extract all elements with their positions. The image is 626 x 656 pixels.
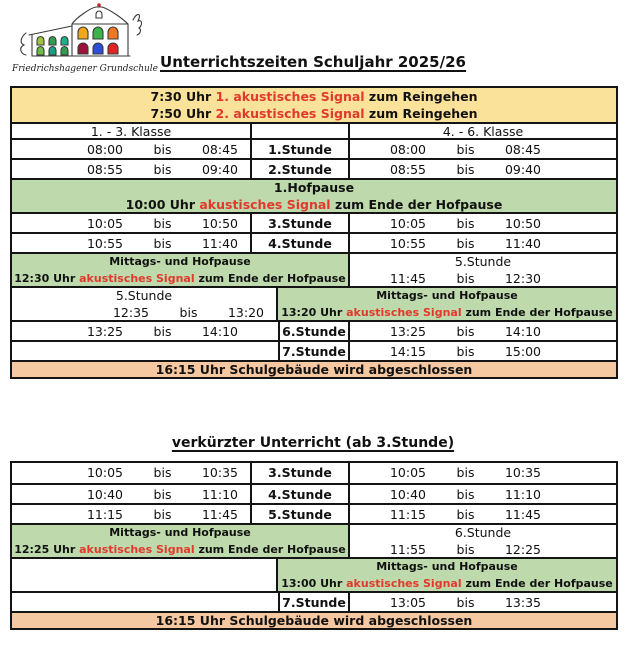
lesson-label: 2.Stunde [250,160,350,178]
pause-signal-line: 12:30 Uhr akustisches Signal zum Ende der Hofpause [14,272,346,285]
time-right: 13:25 bis 14:10 [389,324,542,339]
lesson-label: 5.Stunde [250,505,350,523]
lesson-label: 1.Stunde [250,140,350,158]
lesson-label: 3.Stunde [250,463,350,483]
empty-cell [12,593,278,611]
pause-signal-line: 10:00 Uhr akustisches Signal zum Ende der Hofpause [125,197,503,212]
pause-block-right [278,559,616,591]
time-right: 08:55 bis 09:40 [389,162,542,177]
closing-banner [12,360,616,377]
time-right: 13:05 bis 13:35 [389,595,542,610]
time-left: 08:55 bis 09:40 [86,162,239,177]
lesson-row-1 [12,138,616,158]
time-right: 11:15 bis 11:45 [389,507,542,522]
empty-cell [250,124,350,138]
time-right: 10:05 bis 10:35 [389,465,542,480]
lesson-row-5 [12,503,616,523]
timetable-short [10,461,618,630]
signal-banner [12,88,616,122]
closing-line: 16:15 Uhr Schulgebäude wird abgeschlossen [155,362,473,377]
lesson-row-7 [12,340,616,360]
time-left: 12:35 bis 13:20 [112,305,265,320]
lesson-row-3 [12,212,616,232]
school-building-icon [12,3,158,60]
lesson-row-3 [12,463,616,483]
empty-cell [12,342,278,360]
signal-line-2: 7:50 Uhr 2. akustisches Signal zum Reingehen [150,106,478,121]
lesson-row-6 [12,320,616,340]
lesson-label: 4.Stunde [250,485,350,503]
lesson-label: 3.Stunde [250,214,350,232]
lesson-label: 7.Stunde [278,342,350,360]
lesson-row-4 [12,483,616,503]
class-group-right: 4. - 6. Klasse [442,124,524,139]
split-section-1 [12,523,616,557]
lesson-label: 6.Stunde [278,322,350,340]
empty-cell [12,559,278,591]
lesson-block-right [350,525,616,557]
lesson-block-left [12,288,278,320]
lesson-block-right [350,254,616,286]
class-group-left: 1. - 3. Klasse [90,124,172,139]
time-right: 14:15 bis 15:00 [389,344,542,359]
time-right: 10:55 bis 11:40 [389,236,542,251]
time-right: 11:45 bis 12:30 [389,271,542,286]
pause-title: Mittags- und Hofpause [376,289,518,302]
timetable-regular [10,86,618,379]
lesson-row-4 [12,232,616,252]
pause-block-left [12,525,350,557]
time-left: 10:05 bis 10:50 [86,216,239,231]
lesson-label: 4.Stunde [250,234,350,252]
pause-title: Mittags- und Hofpause [109,526,251,539]
lesson-header: 5.Stunde [115,288,173,303]
time-left: 10:40 bis 11:10 [86,487,239,502]
signal-line-1: 7:30 Uhr 1. akustisches Signal zum Reingehen [150,89,478,104]
pause-signal-line: 13:00 Uhr akustisches Signal zum Ende der Hofpause [281,577,613,590]
closing-banner [12,611,616,628]
time-left: 11:15 bis 11:45 [86,507,239,522]
pause-banner-1 [12,178,616,212]
second-title: verkürzter Unterricht (ab 3.Stunde) [171,435,455,451]
class-header-row [12,122,616,138]
pause-title: Mittags- und Hofpause [376,560,518,573]
split-section-2 [12,286,616,320]
pause-signal-line: 13:20 Uhr akustisches Signal zum Ende der Hofpause [281,306,613,319]
pause-block-right [278,288,616,320]
school-name: Friedrichshagener Grundschule [12,64,158,74]
pause-title: Mittags- und Hofpause [109,255,251,268]
split-section-2 [12,557,616,591]
lesson-header: 6.Stunde [454,525,512,540]
time-left: 10:05 bis 10:35 [86,465,239,480]
time-left: 10:55 bis 11:40 [86,236,239,251]
lesson-row-7 [12,591,616,611]
closing-line: 16:15 Uhr Schulgebäude wird abgeschlossen [155,613,473,628]
lesson-label: 7.Stunde [278,593,350,611]
split-section-1 [12,252,616,286]
pause-signal-line: 12:25 Uhr akustisches Signal zum Ende der Hofpause [14,543,346,556]
pause-block-left [12,254,350,286]
time-left: 08:00 bis 08:45 [86,142,239,157]
lesson-header: 5.Stunde [454,254,512,269]
time-right: 10:40 bis 11:10 [389,487,542,502]
time-right: 08:00 bis 08:45 [389,142,542,157]
main-title: Unterrichtszeiten Schuljahr 2025/26 [160,53,466,71]
time-right: 11:55 bis 12:25 [389,542,542,557]
lesson-row-2 [12,158,616,178]
time-right: 10:05 bis 10:50 [389,216,542,231]
pause-title: 1.Hofpause [273,180,355,195]
time-left: 13:25 bis 14:10 [86,324,239,339]
